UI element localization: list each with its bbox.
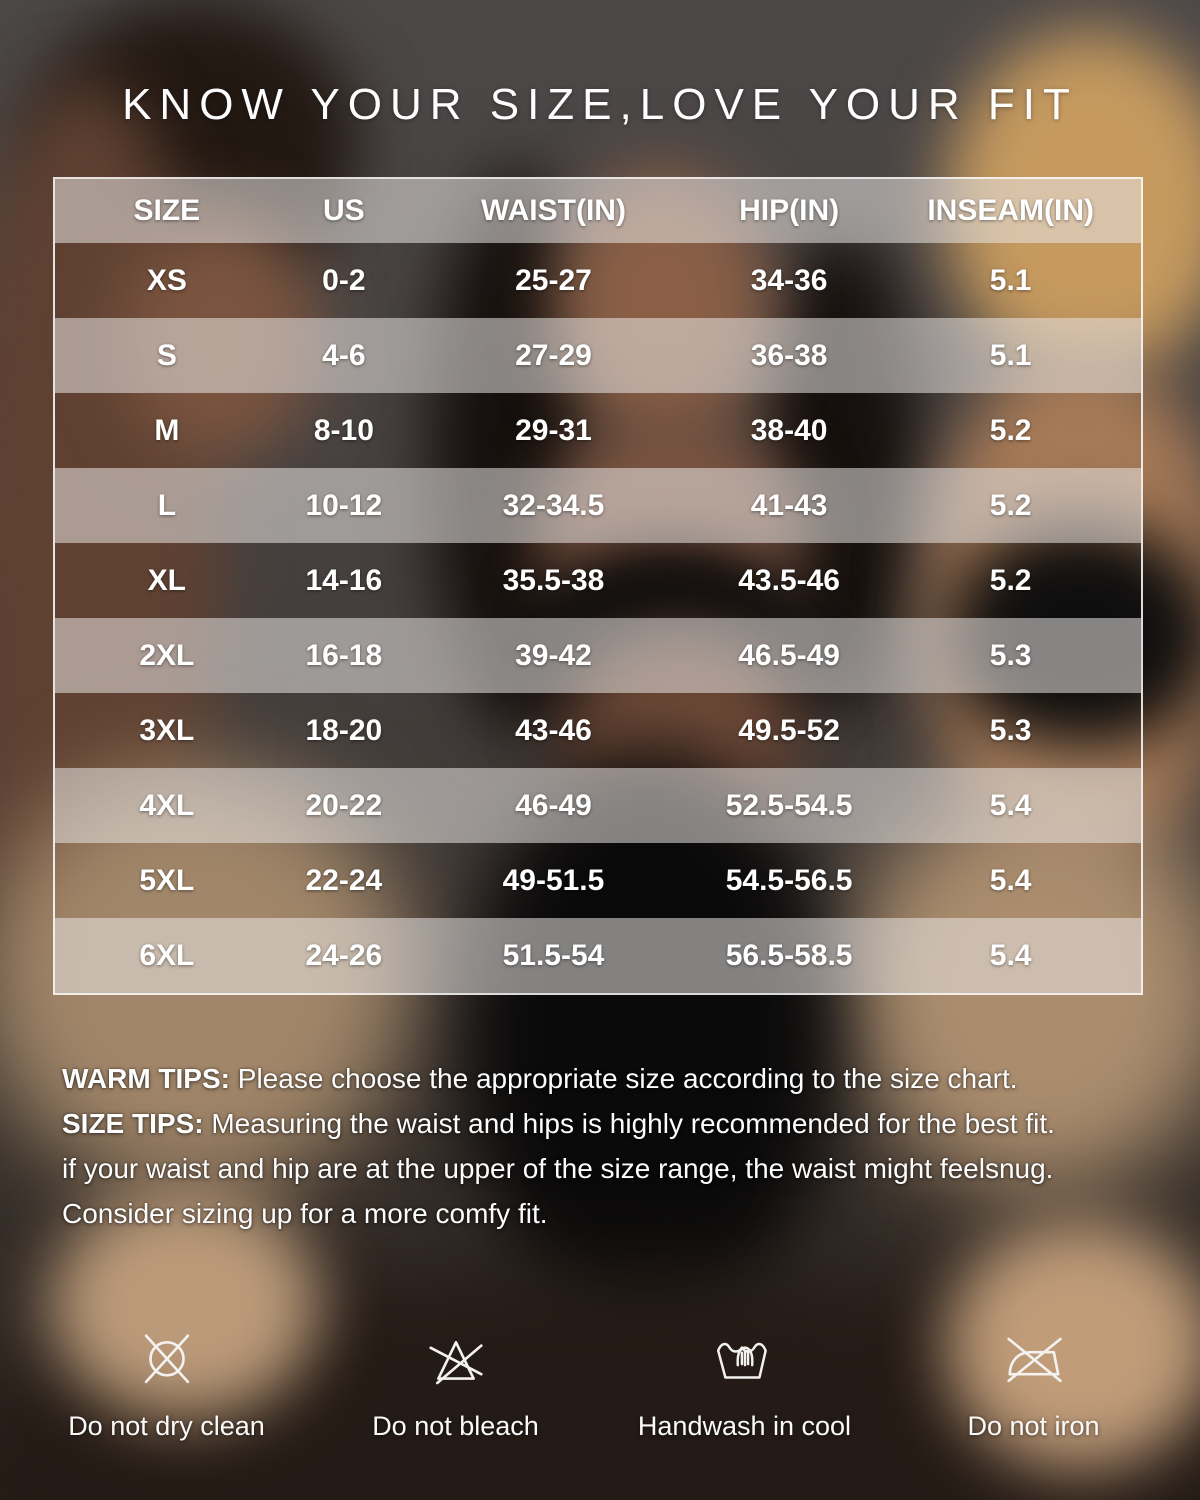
size-tips-label: SIZE TIPS: bbox=[62, 1108, 204, 1139]
table-cell: 5.4 bbox=[989, 788, 1032, 822]
size-tips-body: Measuring the waist and hips is highly recommended for the best fit. bbox=[203, 1108, 1055, 1139]
table-cell: 43.5-46 bbox=[738, 563, 840, 597]
table-cell: 32-34.5 bbox=[502, 488, 605, 522]
tips-line-3: if your waist and hip are at the upper of the size range, the waist might feelsnug. bbox=[62, 1153, 1054, 1184]
do-not-iron-icon bbox=[1001, 1328, 1067, 1394]
tips-line-4: Consider sizing up for a more comfy fit. bbox=[62, 1198, 548, 1229]
table-header-row bbox=[55, 179, 1141, 243]
table-cell: 16-18 bbox=[305, 638, 383, 672]
care-label: Handwash in cool bbox=[637, 1411, 852, 1441]
table-cell: 5.1 bbox=[989, 263, 1032, 297]
do-not-dry-clean-icon bbox=[134, 1328, 200, 1394]
handwash-icon bbox=[712, 1328, 778, 1394]
table-cell: 41-43 bbox=[750, 488, 828, 522]
warm-tips-label: WARM TIPS: bbox=[62, 1063, 230, 1094]
care-item-do-not-dry-clean bbox=[24, 1328, 309, 1442]
size-table bbox=[53, 177, 1143, 995]
table-cell: 6XL bbox=[139, 938, 195, 972]
table-row-4xl bbox=[55, 768, 1141, 843]
column-header: INSEAM(IN) bbox=[927, 194, 1094, 227]
care-instructions bbox=[24, 1328, 1176, 1442]
table-row-2xl bbox=[55, 618, 1141, 693]
table-row-s bbox=[55, 318, 1141, 393]
table-cell: 4-6 bbox=[322, 338, 366, 372]
column-header: HIP(IN) bbox=[739, 194, 840, 227]
table-cell: 5.3 bbox=[989, 638, 1032, 672]
table-cell: 49.5-52 bbox=[738, 713, 840, 747]
table-cell: 4XL bbox=[139, 788, 195, 822]
table-row-xl bbox=[55, 543, 1141, 618]
table-cell: 5XL bbox=[139, 863, 195, 897]
size-tips-line bbox=[62, 1101, 1152, 1146]
table-cell: 35.5-38 bbox=[502, 563, 605, 597]
table-cell: 52.5-54.5 bbox=[725, 788, 853, 822]
table-cell: 0-2 bbox=[322, 263, 366, 297]
table-cell: 5.2 bbox=[989, 488, 1032, 522]
table-cell: 20-22 bbox=[305, 788, 383, 822]
table-cell: M bbox=[154, 413, 180, 447]
table-cell: 14-16 bbox=[305, 563, 383, 597]
table-cell: 8-10 bbox=[313, 413, 374, 447]
table-cell: 46-49 bbox=[515, 788, 592, 822]
table-row-3xl bbox=[55, 693, 1141, 768]
table-cell: 5.1 bbox=[989, 338, 1032, 372]
warm-tips-body: Please choose the appropriate size according to the size chart. bbox=[230, 1063, 1018, 1094]
column-header: US bbox=[323, 194, 365, 227]
table-cell: 5.4 bbox=[989, 863, 1032, 897]
page-title: KNOW YOUR SIZE,LOVE YOUR FIT bbox=[122, 80, 1078, 129]
table-row-5xl bbox=[55, 843, 1141, 918]
table-cell: 54.5-56.5 bbox=[725, 863, 853, 897]
table-cell: XL bbox=[147, 563, 187, 597]
table-cell: 18-20 bbox=[305, 713, 383, 747]
table-cell: 38-40 bbox=[750, 413, 828, 447]
table-row-m bbox=[55, 393, 1141, 468]
table-cell: 56.5-58.5 bbox=[725, 938, 853, 972]
care-label: Do not bleach bbox=[372, 1411, 539, 1441]
table-cell: 5.2 bbox=[989, 413, 1032, 447]
table-cell: 49-51.5 bbox=[502, 863, 605, 897]
table-cell: 24-26 bbox=[305, 938, 383, 972]
table-cell: 39-42 bbox=[515, 638, 592, 672]
table-cell: 5.2 bbox=[989, 563, 1032, 597]
table-row-6xl bbox=[55, 918, 1141, 993]
table-row-xs bbox=[55, 243, 1141, 318]
table-cell: 22-24 bbox=[305, 863, 383, 897]
table-cell: XS bbox=[146, 263, 187, 297]
care-item-handwash bbox=[602, 1328, 887, 1442]
table-cell: 25-27 bbox=[515, 263, 592, 297]
column-header: WAIST(IN) bbox=[480, 194, 626, 227]
table-cell: 3XL bbox=[139, 713, 195, 747]
table-row-l bbox=[55, 468, 1141, 543]
table-cell: 5.3 bbox=[989, 713, 1032, 747]
table-cell: S bbox=[156, 338, 177, 372]
tips-text bbox=[62, 1056, 1152, 1236]
warm-tips-line bbox=[62, 1056, 1152, 1101]
care-item-do-not-iron bbox=[891, 1328, 1176, 1442]
table-cell: 5.4 bbox=[989, 938, 1032, 972]
care-label: Do not dry clean bbox=[68, 1411, 265, 1441]
table-cell: 34-36 bbox=[750, 263, 828, 297]
table-cell: 29-31 bbox=[515, 413, 592, 447]
table-cell: L bbox=[157, 488, 177, 522]
table-cell: 2XL bbox=[139, 638, 195, 672]
column-header: SIZE bbox=[133, 194, 201, 227]
table-cell: 51.5-54 bbox=[502, 938, 605, 972]
table-cell: 46.5-49 bbox=[738, 638, 840, 672]
do-not-bleach-icon bbox=[423, 1328, 489, 1394]
table-cell: 43-46 bbox=[515, 713, 592, 747]
table-cell: 10-12 bbox=[305, 488, 383, 522]
table-cell: 36-38 bbox=[750, 338, 828, 372]
care-label: Do not iron bbox=[967, 1411, 1100, 1441]
table-cell: 27-29 bbox=[515, 338, 592, 372]
care-item-do-not-bleach bbox=[313, 1328, 598, 1442]
